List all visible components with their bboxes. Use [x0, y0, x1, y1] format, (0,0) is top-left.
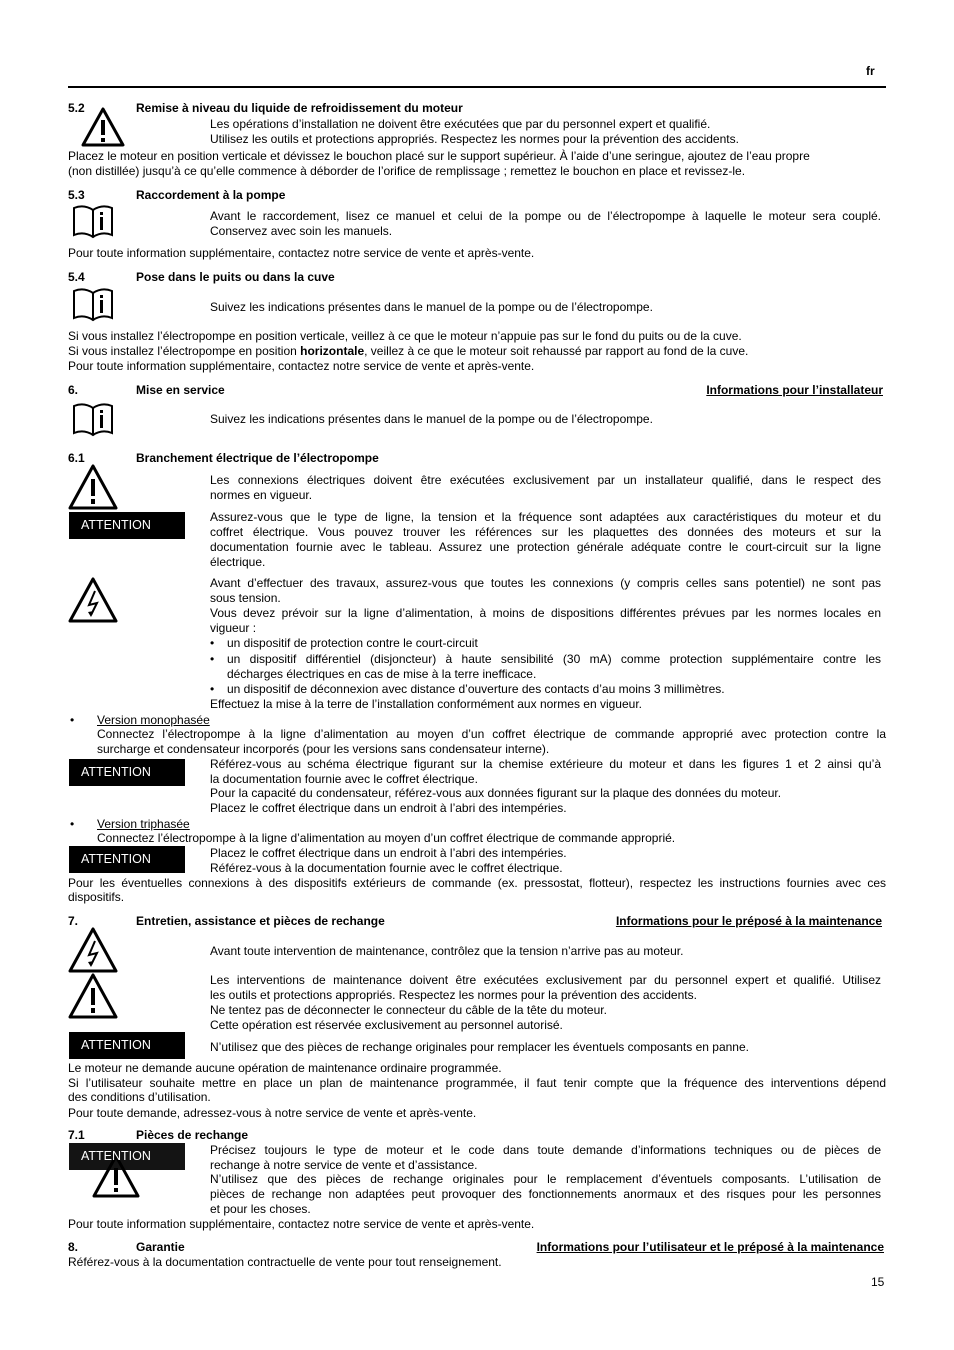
- text-line: Conservez avec soin les manuels.: [210, 224, 393, 238]
- text-line: Connectez l’électropompe à la ligne d’alimentation au moyen d’un coffret électrique de commande approprié.: [97, 831, 676, 845]
- text-line: N’utilisez que des pièces de rechange originales pour remplacer les éventuels composants en panne.: [210, 1040, 749, 1054]
- text-run-bold: horizontale: [300, 344, 365, 358]
- manual-info-icon: [72, 204, 114, 240]
- text-line: surcharge et condensateur incorporés (pour les versions sans condensateur interne).: [97, 742, 550, 756]
- text-line: Pour la capacité du condensateur, référez-vous aux données figurant sur la plaque des données du moteur.: [210, 786, 782, 800]
- text-line: sous tension.: [210, 591, 281, 605]
- electrical-hazard-icon: [68, 577, 118, 623]
- section-number: 5.2: [68, 101, 85, 115]
- bullet: •: [210, 652, 215, 666]
- text-line: des conditions d’utilisation.: [68, 1090, 211, 1104]
- audience-label: Informations pour le préposé à la maintenance: [615, 914, 882, 928]
- text-line: Suivez les indications présentes dans le manuel de la pompe ou de l’électropompe.: [210, 300, 653, 314]
- warning-triangle-icon: [68, 973, 118, 1019]
- text-line: [68, 344, 748, 359]
- section-title: Entretien, assistance et pièces de rechange: [136, 914, 385, 928]
- list-item: décharges électriques en cas de mise à la terre inefficace.: [227, 667, 537, 681]
- text-line: Avant toute intervention de maintenance, contrôlez que la tension n’arrive pas au moteur.: [210, 944, 684, 958]
- text-line: Référez-vous à la documentation fournie avec le coffret électrique.: [210, 861, 563, 875]
- section-title: Mise en service: [136, 383, 225, 397]
- text-line: Utilisez les outils et protections appropriés. Respectez les normes pour la prévention des accidents.: [210, 132, 739, 146]
- audience-label: Informations pour l’utilisateur et le préposé à la maintenance: [536, 1240, 884, 1254]
- list-item: un dispositif différentiel (disjoncteur) à haute sensibilité (30 mA) comme protection supplémentaire contre les: [227, 652, 881, 666]
- text-line: et pour les choses.: [210, 1202, 311, 1216]
- bullet: •: [210, 682, 215, 696]
- bullet: •: [70, 713, 75, 727]
- text-line: Si vous installez l’électropompe en position verticale, veillez à ce que le moteur n’appuie pas sur le fond du puits ou de la cuve.: [68, 329, 742, 343]
- text-line: (non distillée) jusqu’à ce qu’elle commence à déborder de l’orifice de remplissage ; remettez le bouchon en place et revissez-le.: [68, 164, 746, 178]
- text-line: les outils et protections appropriés. Respectez les normes pour la prévention des accidents.: [210, 988, 697, 1002]
- section-number: 5.4: [68, 270, 85, 284]
- attention-label: ATTENTION: [69, 512, 185, 539]
- text-line: Référez-vous à la documentation contractuelle de vente pour tout renseignement.: [68, 1255, 502, 1269]
- text-run: , veillez à ce que le moteur soit rehaussé par rapport au fond de la cuve.: [364, 344, 749, 358]
- electrical-hazard-icon: [68, 927, 118, 973]
- text-line: Précisez toujours le type de moteur et le code dans toute demande d’informations techniques ou de pièces de: [210, 1143, 881, 1157]
- text-line: Pour toute information supplémentaire, contactez notre service de vente et après-vente.: [68, 246, 535, 260]
- section-title: Branchement électrique de l’électropompe: [136, 451, 379, 465]
- text-line: Assurez-vous que le type de ligne, la tension et la fréquence sont adaptées aux caractéristiques du moteur et du: [210, 510, 881, 524]
- text-line: vigueur :: [210, 621, 257, 635]
- attention-label: ATTENTION: [69, 1032, 185, 1059]
- text-line: Les opérations d’installation ne doivent être exécutées que par du personnel expert et qualifié.: [210, 117, 711, 131]
- text-line: Pour toute information supplémentaire, contactez notre service de vente et après-vente.: [68, 1217, 535, 1231]
- text-run: Si vous installez l’électropompe en position: [68, 344, 301, 358]
- warning-triangle-icon: [81, 107, 125, 147]
- text-line: Les connexions électriques doivent être exécutées exclusivement par un installateur qualifié, dans le respect des: [210, 473, 881, 487]
- text-line: Pour les éventuelles connexions à des dispositifs extérieurs de commande (ex. pressostat, flotteur), respectez les instructions fournies avec ces: [68, 876, 886, 890]
- text-line: Avant d’effectuer des travaux, assurez-vous que toutes les connexions (y compris celles sans potentiel) ne sont pas: [210, 576, 881, 590]
- page-number: 15: [871, 1275, 885, 1289]
- text-line: dispositifs.: [68, 890, 125, 904]
- text-line: coffret électrique. Vous pouvez trouver les références sur les plaquettes des données des moteurs et sur la: [210, 525, 881, 539]
- text-line: N’utilisez que des pièces de rechange originales pour le remplacement d’éventuels composants. L’utilisation de: [210, 1172, 881, 1186]
- section-title: Pièces de rechange: [136, 1128, 249, 1142]
- text-line: la documentation fournie avec le coffret électrique.: [210, 772, 478, 786]
- subheading: Version triphasée: [97, 817, 190, 831]
- header-rule: [68, 86, 886, 88]
- text-line: Vous devez prévoir sur la ligne d’alimentation, à moins de dispositions différentes prévues par les normes locales en: [210, 606, 881, 620]
- section-number: 6.1: [68, 451, 85, 465]
- section-number: 8.: [68, 1240, 79, 1254]
- subheading: Version monophasée: [97, 713, 210, 727]
- text-line: Si l’utilisateur souhaite mettre en place un plan de maintenance programmée, il faut tenir compte que la fréquence des interventions dépend: [68, 1076, 886, 1090]
- text-line: Avant le raccordement, lisez ce manuel et celui de la pompe ou de l’électropompe à laquelle le moteur sera couplé.: [210, 209, 881, 223]
- manual-info-icon: [72, 287, 114, 323]
- warning-triangle-icon: [68, 464, 118, 510]
- manual-info-icon: [72, 402, 114, 438]
- audience-label: Informations pour l’installateur: [706, 383, 883, 397]
- attention-label: ATTENTION: [69, 1143, 185, 1170]
- text-line: Placez le coffret électrique dans un endroit à l’abri des intempéries.: [210, 801, 567, 815]
- text-line: Suivez les indications présentes dans le manuel de la pompe ou de l’électropompe.: [210, 412, 653, 426]
- text-line: Pour toute demande, adressez-vous à notre service de vente et après-vente.: [68, 1106, 477, 1120]
- text-line: Placez le coffret électrique dans un endroit à l’abri des intempéries.: [210, 846, 567, 860]
- section-title: Remise à niveau du liquide de refroidissement du moteur: [136, 101, 463, 115]
- text-line: pièces de rechange non adaptées peut provoquer des fonctionnements anormaux et des risques pour les personnes: [210, 1187, 881, 1201]
- text-line: Effectuez la mise à la terre de l’installation conformément aux normes en vigueur.: [210, 697, 642, 711]
- text-line: normes en vigueur.: [210, 488, 313, 502]
- bullet: •: [210, 636, 215, 650]
- list-item: un dispositif de déconnexion avec distance d’ouverture des contacts d’au moins 3 millimètres.: [227, 682, 725, 696]
- text-line: Pour toute information supplémentaire, contactez notre service de vente et après-vente.: [68, 359, 535, 373]
- section-title: Raccordement à la pompe: [136, 188, 286, 202]
- text-line: Placez le moteur en position verticale et dévissez le bouchon placé sur le support supérieur. À l’aide d’une seringue, ajoutez de l’eau propre: [68, 149, 810, 163]
- language-code: fr: [866, 64, 875, 78]
- text-line: rechange à notre service de vente et d’assistance.: [210, 1158, 478, 1172]
- text-line: Ne tentez pas de déconnecter le connecteur du câble de la tête du moteur.: [210, 1003, 607, 1017]
- section-number: 7.: [68, 914, 79, 928]
- section-title: Garantie: [136, 1240, 185, 1254]
- bullet: •: [70, 817, 75, 831]
- text-line: Les interventions de maintenance doivent être exécutées exclusivement par du personnel expert et qualifié. Utilisez: [210, 973, 881, 987]
- text-line: Le moteur ne demande aucune opération de maintenance ordinaire programmée.: [68, 1061, 502, 1075]
- text-line: documentation fournie avec le tableau. Assurez une protection générale adéquate contre le court-circuit sur la ligne: [210, 540, 881, 554]
- text-line: Cette opération est réservée exclusivement au personnel autorisé.: [210, 1018, 563, 1032]
- text-line: électrique.: [210, 555, 266, 569]
- attention-label: ATTENTION: [69, 846, 185, 873]
- section-title: Pose dans le puits ou dans la cuve: [136, 270, 335, 284]
- text-line: Connectez l’électropompe à la ligne d’alimentation au moyen d’un coffret électrique de commande approprié avec protection contre la: [97, 727, 886, 741]
- text-line: Référez-vous au schéma électrique figurant sur la chemise extérieure du moteur et dans les figures 1 et 2 ainsi qu’à: [210, 757, 881, 771]
- attention-label: ATTENTION: [69, 759, 185, 786]
- section-number: 7.1: [68, 1128, 85, 1142]
- section-number: 6.: [68, 383, 79, 397]
- list-item: un dispositif de protection contre le court-circuit: [227, 636, 478, 650]
- section-number: 5.3: [68, 188, 85, 202]
